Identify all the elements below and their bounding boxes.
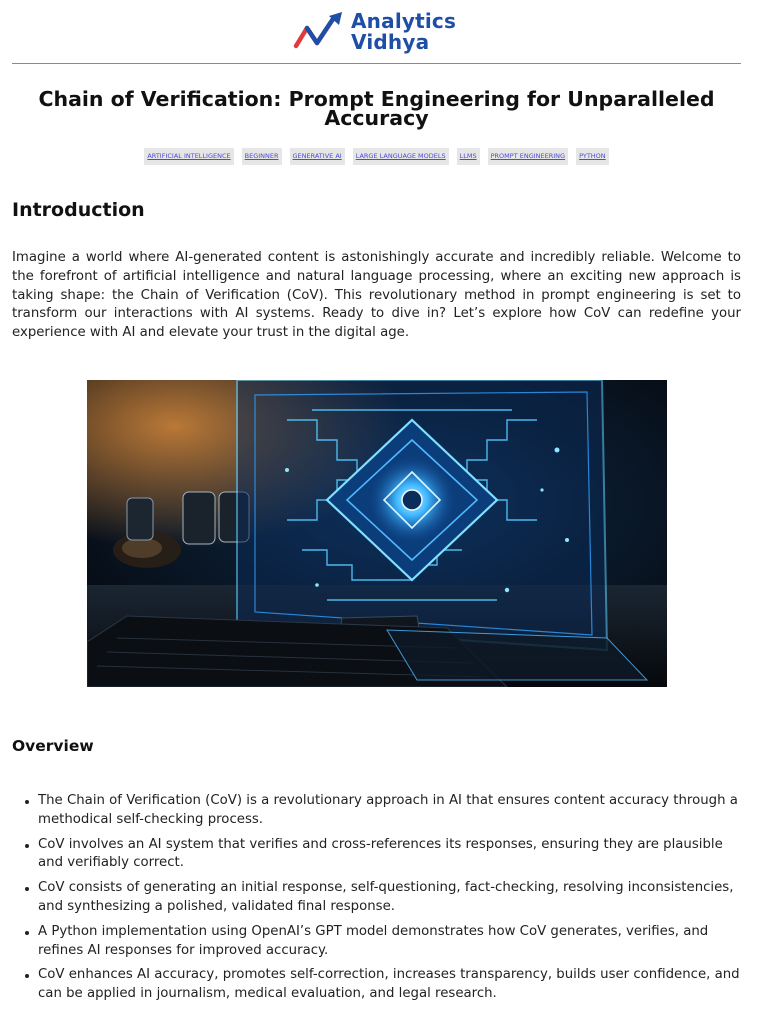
overview-list bbox=[12, 792, 741, 1004]
list-item: CoV enhances AI accuracy, promotes self-correction, increases transparency, builds user confidence, and can be applied in journalism, medical evaluation, and legal research. bbox=[38, 966, 741, 1004]
tag-generative-ai[interactable]: GENERATIVE AI bbox=[290, 148, 345, 165]
tag-prompt-engineering[interactable]: PROMPT ENGINEERING bbox=[488, 148, 568, 165]
site-header bbox=[12, 0, 741, 64]
brand-line-2: Vidhya bbox=[351, 30, 430, 54]
article-title: Chain of Verification: Prompt Engineering for Unparalleled Accuracy bbox=[38, 87, 715, 130]
tag-list bbox=[12, 148, 741, 165]
tag-large-language-models[interactable]: LARGE LANGUAGE MODELS bbox=[353, 148, 449, 165]
tag-python[interactable]: PYTHON bbox=[576, 148, 609, 165]
tag-llms[interactable]: LLMS bbox=[457, 148, 480, 165]
list-item: The Chain of Verification (CoV) is a revolutionary approach in AI that ensures content accuracy through a methodical self-checking process. bbox=[38, 792, 741, 830]
tag-artificial-intelligence[interactable]: ARTIFICIAL INTELLIGENCE bbox=[144, 148, 233, 165]
list-item: CoV involves an AI system that verifies and cross-references its responses, ensuring they are plausible and verifiably correct. bbox=[38, 836, 741, 874]
article-page bbox=[12, 0, 741, 1010]
introduction-heading: Introduction bbox=[12, 199, 145, 221]
overview-heading: Overview bbox=[12, 736, 94, 755]
brand-line-1: Analytics bbox=[351, 9, 457, 33]
trend-arrow-icon bbox=[293, 10, 349, 54]
hero-image bbox=[87, 380, 667, 687]
brand-wordmark bbox=[351, 11, 456, 53]
list-item: A Python implementation using OpenAI’s GPT model demonstrates how CoV generates, verifies, and refines AI responses for improved accuracy. bbox=[38, 923, 741, 961]
site-logo[interactable] bbox=[293, 10, 456, 54]
introduction-paragraph: Imagine a world where AI-generated content is astonishingly accurate and incredibly reliable. Welcome to the forefront of artificial intelligence and natural language processing, where an exciting new approach is taking shape: the Chain of Verification (CoV). This revolutionary method in prompt engineering is set to transform our interactions with AI systems. Ready to dive in? Let’s explore how CoV can redefine your experience with AI and elevate your trust in the digital age. bbox=[12, 250, 741, 341]
list-item: CoV consists of generating an initial response, self-questioning, fact-checking, resolving inconsistencies, and synthesizing a polished, validated final response. bbox=[38, 879, 741, 917]
tag-beginner[interactable]: BEGINNER bbox=[242, 148, 282, 165]
computer-hologram-illustration bbox=[87, 380, 667, 687]
